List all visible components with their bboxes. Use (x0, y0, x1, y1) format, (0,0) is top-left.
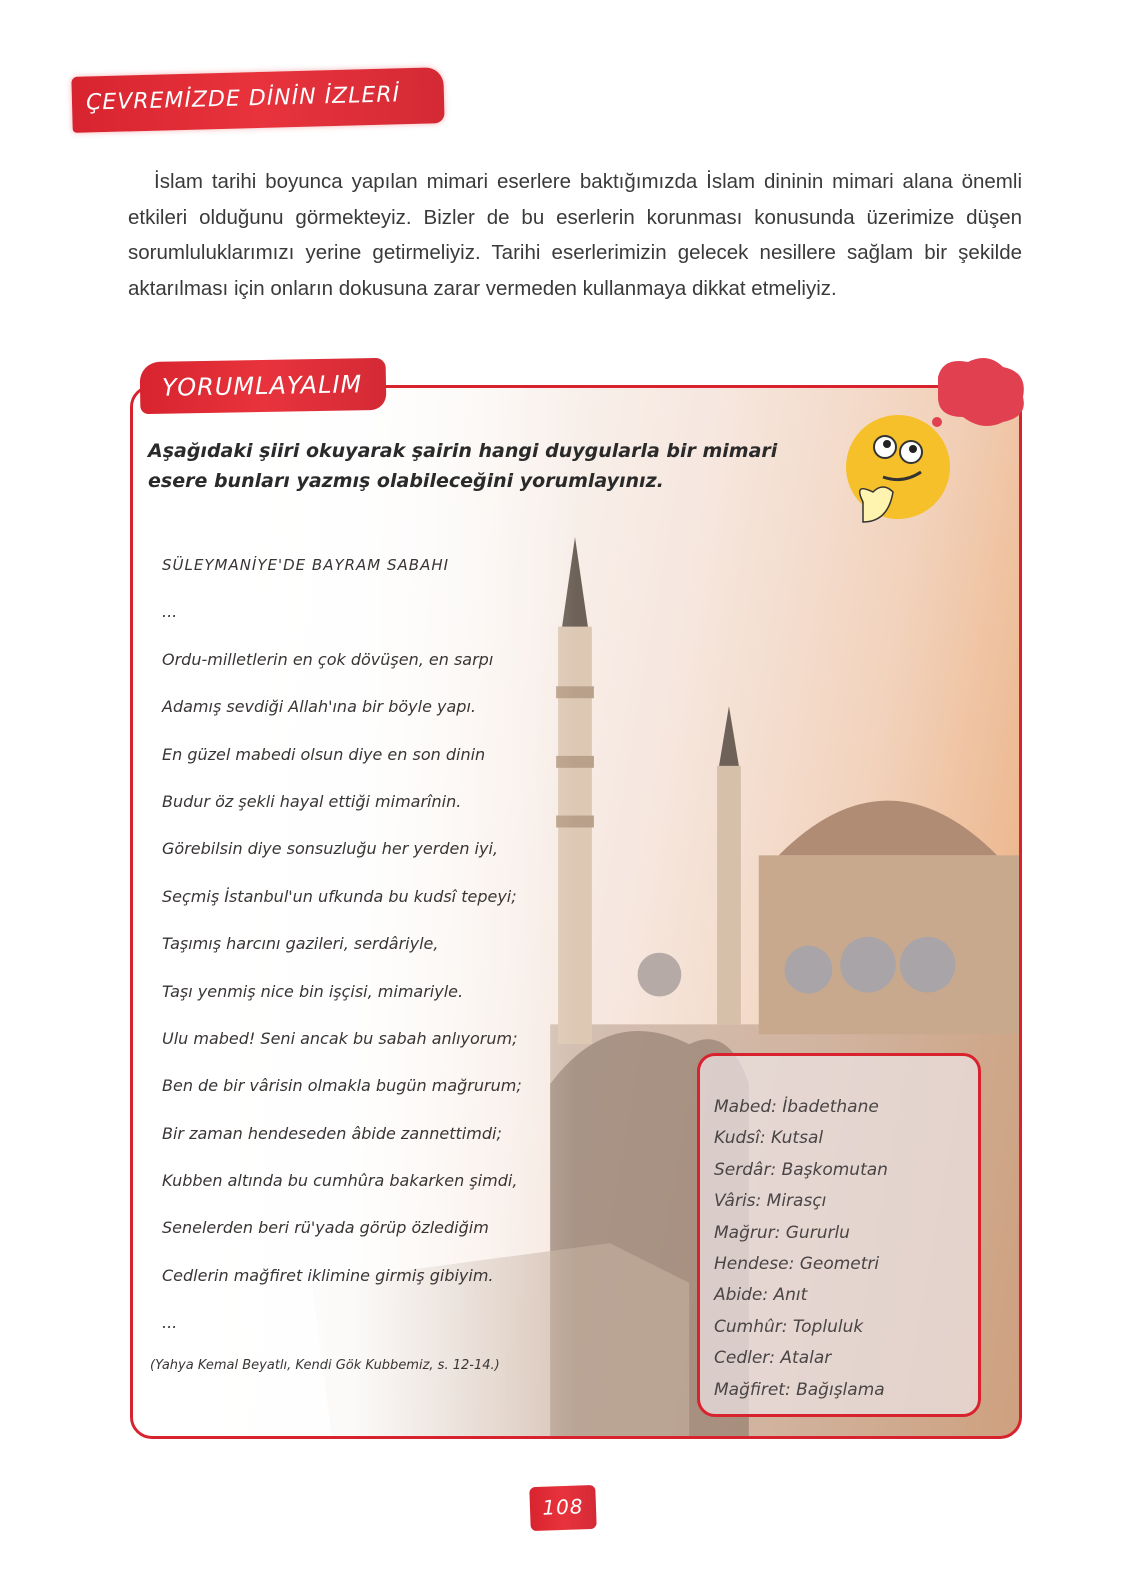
glossary-item: Mağrur: Gururlu (714, 1222, 850, 1243)
activity-question: Aşağıdaki şiiri okuyarak şairin hangi duygularla bir mimari esere bunları yazmış olabileceğini yorumlayınız. (148, 440, 778, 492)
section-title: ÇEVREMİZDE DİNİN İZLERİ (71, 67, 444, 133)
page-number: 108 (529, 1485, 596, 1531)
poem-line: Ordu-milletlerin en çok dövüşen, en sarpı (162, 649, 494, 669)
poem-line: Seçmiş İstanbul'un ufkunda bu kudsî tepeyi; (162, 886, 517, 906)
poem-line: En güzel mabedi olsun diye en son dinin (162, 744, 486, 764)
glossary-item: Cedler: Atalar (714, 1348, 832, 1369)
poem-line: Cedlerin mağfiret iklimine girmiş gibiyim. (162, 1265, 494, 1285)
glossary-item: Cumhûr: Topluluk (714, 1316, 864, 1337)
poem-line: Taşımış harcını gazileri, serdâriyle, (162, 934, 439, 954)
glossary-item: Mağfiret: Bağışlama (714, 1379, 885, 1400)
glossary-box (697, 1053, 981, 1417)
ellipsis: ... (162, 602, 178, 622)
glossary-item: Hendese: Geometri (714, 1254, 880, 1275)
poem-line: Taşı yenmiş nice bin işçisi, mimariyle. (162, 981, 464, 1001)
activity-label: YORUMLAYALIM (140, 358, 387, 414)
intro-paragraph: İslam tarihi boyunca yapılan mimari eserlere baktığımızda İslam dininin mimari alana önemli etkileri olduğunu görmekteyiz. Bizler de bu eserlerin korunması konusunda üzerimize düşen sorumluluklarımızı yerine getirmeliyiz. Tarihi eserlerimizin gelecek nesillere sağlam bir şekilde aktarılması için onların dokusuna zarar vermeden kullanmaya dikkat etmeliyiz. (128, 170, 1022, 300)
poem-line: Ben de bir vârisin olmakla bugün mağrurum; (162, 1076, 522, 1096)
poem-line: Ulu mabed! Seni ancak bu sabah anlıyorum; (162, 1028, 518, 1048)
poem-line: Kubben altında bu cumhûra bakarken şimdi, (162, 1171, 518, 1191)
thinking-emoji-icon (843, 352, 1028, 532)
glossary-item: Kudsî: Kutsal (714, 1128, 824, 1149)
glossary-item: Vâris: Mirasçı (714, 1191, 827, 1212)
poem-line: Senelerden beri rü'yada görüp özlediğim (162, 1218, 489, 1238)
glossary-item: Abide: Anıt (714, 1285, 808, 1306)
poem-citation: (Yahya Kemal Beyatlı, Kendi Gök Kubbemiz, s. 12-14.) (150, 1358, 500, 1373)
glossary-item: Mabed: İbadethane (714, 1097, 879, 1117)
poem-line: Bir zaman hendeseden âbide zannettimdi; (162, 1123, 502, 1143)
glossary-item: Serdâr: Başkomutan (714, 1159, 888, 1180)
poem-line: Budur öz şekli hayal ettiği mimarînin. (162, 791, 462, 811)
ellipsis: ... (162, 1313, 178, 1333)
poem (162, 553, 522, 1359)
poem-line: Görebilsin diye sonsuzluğu her yerden iyi, (162, 839, 498, 859)
poem-title: SÜLEYMANİYE'DE BAYRAM SABAHI (162, 556, 450, 574)
poem-line: Adamış sevdiği Allah'ına bir böyle yapı. (162, 697, 476, 717)
